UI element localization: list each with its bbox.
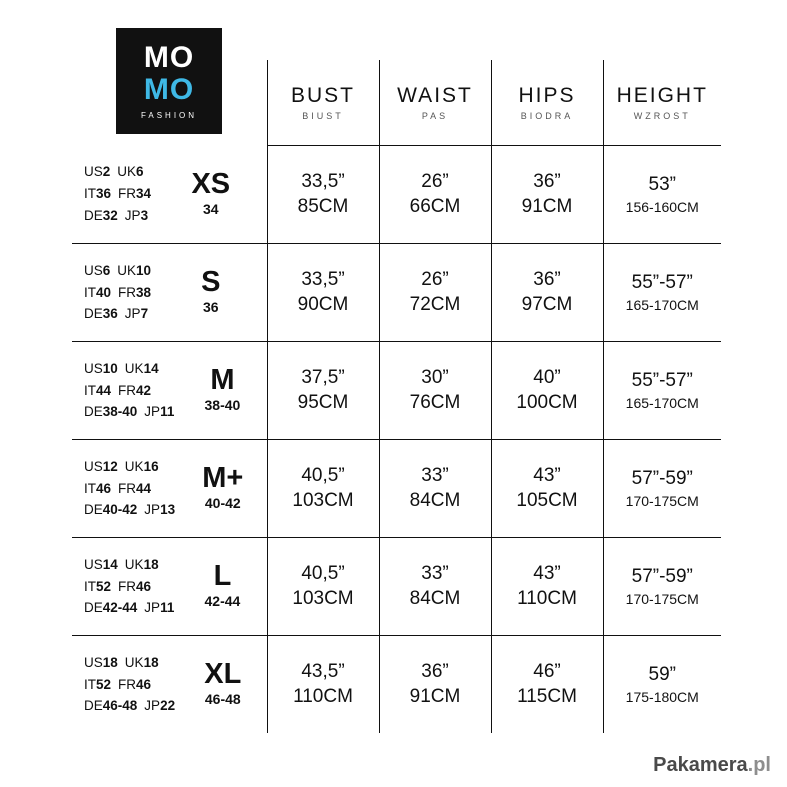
bust-inches: 33,5” [301, 170, 345, 192]
table-row [72, 440, 721, 538]
size-codes-line: US6 UK10 [84, 262, 152, 278]
header-height [603, 60, 721, 146]
cell-waist [379, 146, 491, 244]
height-inches: 57”-59” [631, 467, 693, 489]
cell-height [603, 342, 721, 440]
header-height-main: HEIGHT [616, 83, 708, 107]
size-name: XL [204, 658, 242, 691]
size-codes-line: US12 UK16 [84, 458, 159, 474]
size-codes-line: IT44 FR42 [84, 382, 152, 398]
header-waist-main: WAIST [397, 83, 473, 107]
size-codes-line: US2 UK6 [84, 164, 144, 180]
size-codes-line: IT52 FR46 [84, 578, 152, 594]
cell-hips [491, 636, 603, 734]
size-codes [84, 456, 175, 522]
size-label [151, 266, 266, 315]
cell-waist [379, 636, 491, 734]
size-label [174, 560, 266, 609]
watermark-name: Pakamera [653, 754, 748, 776]
height-inches: 55”-57” [631, 369, 693, 391]
size-eu: 40-42 [204, 494, 241, 511]
hips-cm: 100CM [516, 391, 578, 413]
waist-cm: 66CM [409, 195, 461, 217]
size-codes-line: US10 UK14 [84, 360, 159, 376]
cell-bust [267, 440, 379, 538]
bust-cm: 90CM [297, 293, 349, 315]
size-codes [84, 358, 174, 424]
logo-line-2: MO [143, 72, 195, 106]
cell-bust [267, 146, 379, 244]
cell-hips [491, 538, 603, 636]
size-name: M [210, 364, 235, 397]
hips-cm: 97CM [521, 293, 573, 315]
logo-tagline: FASHION [140, 110, 198, 120]
height-inches: 59” [648, 663, 676, 685]
hips-inches: 40” [533, 366, 561, 388]
table-row [72, 636, 721, 734]
height-cm: 170-175CM [625, 493, 699, 510]
size-codes-line: DE32 JP3 [84, 208, 149, 224]
waist-cm: 72CM [409, 293, 461, 315]
cell-waist [379, 244, 491, 342]
table-header-row [72, 60, 721, 146]
cell-height [603, 636, 721, 734]
header-bust [267, 60, 379, 146]
height-cm: 165-170CM [625, 395, 699, 412]
cell-waist [379, 342, 491, 440]
header-waist [379, 60, 491, 146]
hips-inches: 43” [533, 464, 561, 486]
row-sizes-cell [72, 244, 267, 342]
header-hips [491, 60, 603, 146]
hips-cm: 105CM [516, 489, 578, 511]
size-name: XS [191, 168, 231, 201]
waist-cm: 76CM [409, 391, 461, 413]
hips-inches: 36” [533, 170, 561, 192]
size-name: M+ [202, 462, 244, 495]
row-sizes-cell [72, 636, 267, 734]
waist-inches: 33” [421, 464, 449, 486]
row-sizes-cell [72, 146, 267, 244]
cell-height [603, 440, 721, 538]
waist-cm: 91CM [409, 685, 461, 707]
height-cm: 175-180CM [625, 689, 699, 706]
cell-hips [491, 440, 603, 538]
bust-cm: 85CM [297, 195, 349, 217]
header-bust-main: BUST [290, 83, 355, 107]
height-cm: 170-175CM [625, 591, 699, 608]
header-hips-sub: BIODRA [520, 111, 574, 122]
cell-bust [267, 636, 379, 734]
size-eu: 34 [202, 200, 219, 217]
height-cm: 156-160CM [625, 199, 699, 216]
size-codes-line: IT36 FR34 [84, 186, 152, 202]
size-eu: 42-44 [204, 592, 241, 609]
size-eu: 36 [203, 298, 219, 315]
height-inches: 55”-57” [631, 271, 693, 293]
hips-inches: 36” [533, 268, 561, 290]
size-eu: 46-48 [204, 690, 241, 707]
waist-cm: 84CM [409, 587, 461, 609]
height-inches: 57”-59” [631, 565, 693, 587]
row-sizes-cell [72, 440, 267, 538]
size-codes [84, 260, 151, 326]
table-row [72, 342, 721, 440]
header-blank [72, 60, 267, 146]
cell-bust [267, 538, 379, 636]
hips-cm: 110CM [517, 587, 577, 609]
bust-inches: 40,5” [301, 464, 345, 486]
hips-inches: 43” [533, 562, 561, 584]
cell-waist [379, 538, 491, 636]
size-name: L [213, 560, 232, 593]
logo-line-1: MO [143, 40, 195, 74]
cell-waist [379, 440, 491, 538]
cell-hips [491, 244, 603, 342]
row-sizes-cell [72, 342, 267, 440]
size-codes-line: US14 UK18 [84, 556, 159, 572]
size-label [175, 462, 266, 511]
size-label [151, 168, 266, 217]
header-height-sub: WZROST [633, 111, 691, 122]
size-codes-line: IT40 FR38 [84, 284, 152, 300]
size-codes [84, 652, 175, 718]
watermark-suffix: .pl [747, 754, 771, 776]
cell-height [603, 146, 721, 244]
size-codes-line: DE38-40 JP11 [84, 404, 175, 420]
waist-inches: 26” [421, 170, 449, 192]
row-sizes-cell [72, 538, 267, 636]
bust-cm: 95CM [297, 391, 349, 413]
bust-inches: 33,5” [301, 268, 345, 290]
size-name: S [201, 266, 221, 299]
size-table-body [72, 146, 721, 734]
cell-hips [491, 146, 603, 244]
waist-cm: 84CM [409, 489, 461, 511]
size-codes [84, 554, 174, 620]
size-label [174, 364, 266, 413]
hips-cm: 115CM [517, 685, 577, 707]
size-codes-line: US18 UK18 [84, 654, 159, 670]
waist-inches: 30” [421, 366, 449, 388]
table-row [72, 538, 721, 636]
cell-height [603, 244, 721, 342]
hips-inches: 46” [533, 660, 561, 682]
header-hips-main: HIPS [518, 83, 576, 107]
height-cm: 165-170CM [625, 297, 699, 314]
size-codes-line: DE42-44 JP11 [84, 600, 175, 616]
header-waist-sub: PAS [421, 111, 449, 122]
size-codes-line: DE46-48 JP22 [84, 698, 176, 714]
height-inches: 53” [648, 173, 676, 195]
header-bust-sub: BIUST [302, 111, 344, 122]
bust-cm: 103CM [292, 587, 354, 609]
bust-cm: 103CM [292, 489, 354, 511]
size-codes-line: IT52 FR46 [84, 676, 152, 692]
cell-bust [267, 342, 379, 440]
table-row [72, 146, 721, 244]
cell-height [603, 538, 721, 636]
size-codes [84, 161, 151, 227]
size-label [175, 658, 266, 707]
size-codes-line: IT46 FR44 [84, 480, 152, 496]
size-codes-line: DE36 JP7 [84, 306, 149, 322]
waist-inches: 36” [421, 660, 449, 682]
hips-cm: 91CM [521, 195, 573, 217]
watermark [653, 754, 771, 777]
size-codes-line: DE40-42 JP13 [84, 502, 176, 518]
size-table [72, 60, 721, 733]
size-table-wrapper [72, 60, 717, 733]
size-eu: 38-40 [204, 396, 241, 413]
bust-inches: 40,5” [301, 562, 345, 584]
cell-bust [267, 244, 379, 342]
waist-inches: 33” [421, 562, 449, 584]
waist-inches: 26” [421, 268, 449, 290]
bust-inches: 43,5” [301, 660, 345, 682]
table-row [72, 244, 721, 342]
bust-inches: 37,5” [301, 366, 345, 388]
cell-hips [491, 342, 603, 440]
bust-cm: 110CM [293, 685, 353, 707]
